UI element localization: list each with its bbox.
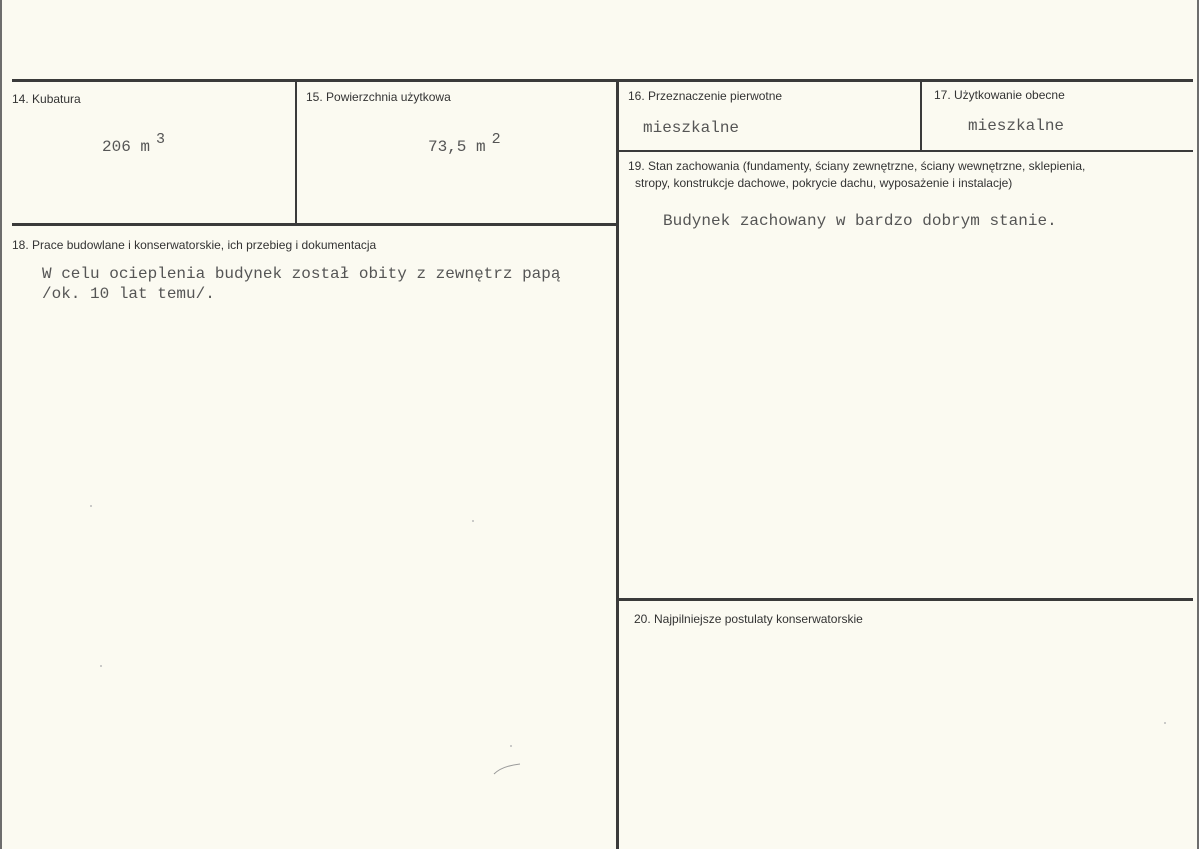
field-14-number: 206 m xyxy=(102,138,151,156)
field-15-value xyxy=(428,131,501,158)
paper-speck xyxy=(472,520,474,522)
paper-speck xyxy=(90,505,92,507)
field-17-label: 17. Użytkowanie obecne xyxy=(934,88,1065,102)
divider-16-17 xyxy=(920,80,922,151)
field-18-value-line1: W celu ocieplenia budynek został obity z zewnętrz papą xyxy=(42,265,561,283)
field-20-label: 20. Najpilniejsze postulaty konserwatorskie xyxy=(634,612,863,626)
divider-14-15 xyxy=(295,80,297,225)
field-17-value: mieszkalne xyxy=(968,117,1065,135)
field-16-value: mieszkalne xyxy=(643,119,740,137)
paper-speck xyxy=(100,665,102,667)
field-16-label: 16. Przeznaczenie pierwotne xyxy=(628,89,783,103)
field-18-label: 18. Prace budowlane i konserwatorskie, ich przebieg i dokumentacja xyxy=(12,238,377,252)
field-14-label: 14. Kubatura xyxy=(12,92,81,106)
field-14-value xyxy=(102,131,166,158)
paper-speck xyxy=(510,745,512,747)
field-15-number: 73,5 m xyxy=(428,138,486,156)
center-divider xyxy=(616,80,619,849)
field-15-exponent: 2 xyxy=(491,131,501,148)
field-19-value: Budynek zachowany w bardzo dobrym stanie. xyxy=(663,212,1057,230)
pencil-mark xyxy=(492,760,522,776)
top-rule xyxy=(12,79,1193,82)
rule-under-16-17 xyxy=(618,150,1193,152)
rule-under-19 xyxy=(618,598,1193,601)
rule-under-14-15 xyxy=(12,223,619,226)
field-18-value-line2: /ok. 10 lat temu/. xyxy=(42,285,215,303)
field-19-label-line1: 19. Stan zachowania (fundamenty, ściany zewnętrzne, ściany wewnętrzne, sklepienia, xyxy=(628,159,1086,173)
field-15-label: 15. Powierzchnia użytkowa xyxy=(306,90,451,104)
paper-speck xyxy=(1164,722,1166,724)
field-19-label-line2: stropy, konstrukcje dachowe, pokrycie dachu, wyposażenie i instalacje) xyxy=(635,176,1013,190)
field-14-exponent: 3 xyxy=(156,131,166,148)
